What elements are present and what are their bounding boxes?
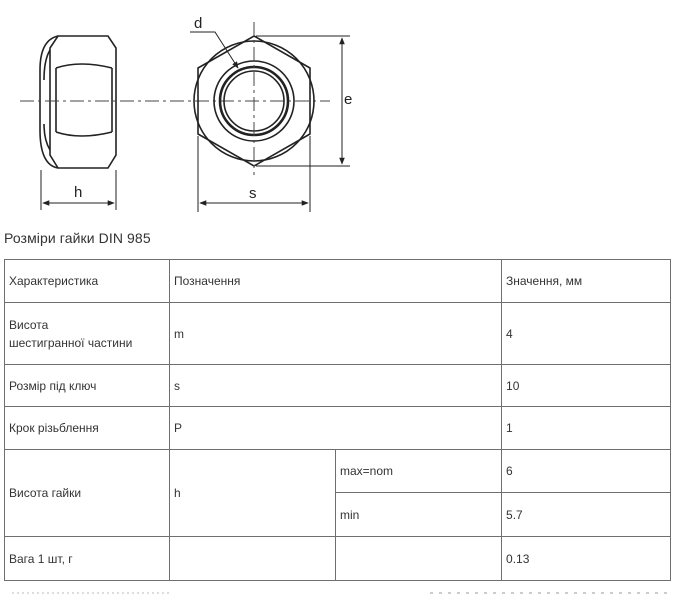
cell-value: 10 bbox=[502, 365, 671, 407]
cell-value: 0.13 bbox=[502, 537, 671, 581]
dimension-label-h: h bbox=[74, 184, 83, 201]
dimension-label-d: d bbox=[194, 15, 203, 32]
table-header-row bbox=[5, 260, 671, 303]
technical-drawing bbox=[0, 0, 680, 225]
cell-value-max: 6 bbox=[502, 450, 671, 493]
dimension-label-e: e bbox=[344, 91, 353, 108]
cell-label: Розмір під ключ bbox=[5, 365, 170, 407]
header-value: Значення, мм bbox=[502, 260, 671, 303]
specs-table bbox=[4, 259, 671, 581]
table-row bbox=[5, 365, 671, 407]
label-line-2: шестигранної частини bbox=[9, 335, 133, 350]
header-designation: Позначення bbox=[170, 260, 502, 303]
cell-designation: h bbox=[170, 450, 336, 537]
header-characteristic: Характеристика bbox=[5, 260, 170, 303]
cell-designation: s bbox=[170, 365, 502, 407]
table-caption: Розміри гайки DIN 985 bbox=[4, 230, 151, 246]
table-row bbox=[5, 407, 671, 450]
cell-label: Вага 1 шт, г bbox=[5, 537, 170, 581]
cell-designation: m bbox=[170, 303, 502, 365]
cell-value-min: 5.7 bbox=[502, 493, 671, 537]
cell-designation: P bbox=[170, 407, 502, 450]
dimension-label-s: s bbox=[249, 185, 257, 202]
table-row bbox=[5, 450, 671, 493]
cell-label: Висота гайки bbox=[5, 450, 170, 537]
cell-label bbox=[5, 303, 170, 365]
cell-sublabel-min: min bbox=[336, 493, 502, 537]
label-line-1: Висота bbox=[9, 317, 49, 332]
cell-empty bbox=[336, 537, 502, 581]
cell-sublabel-max: max=nom bbox=[336, 450, 502, 493]
cell-value: 1 bbox=[502, 407, 671, 450]
front-view-nut-icon bbox=[190, 22, 353, 212]
cell-designation bbox=[170, 537, 336, 581]
cell-label: Крок різьблення bbox=[5, 407, 170, 450]
footer-dotted-line bbox=[0, 588, 680, 600]
table-row bbox=[5, 537, 671, 581]
table-row bbox=[5, 303, 671, 365]
cell-value: 4 bbox=[502, 303, 671, 365]
